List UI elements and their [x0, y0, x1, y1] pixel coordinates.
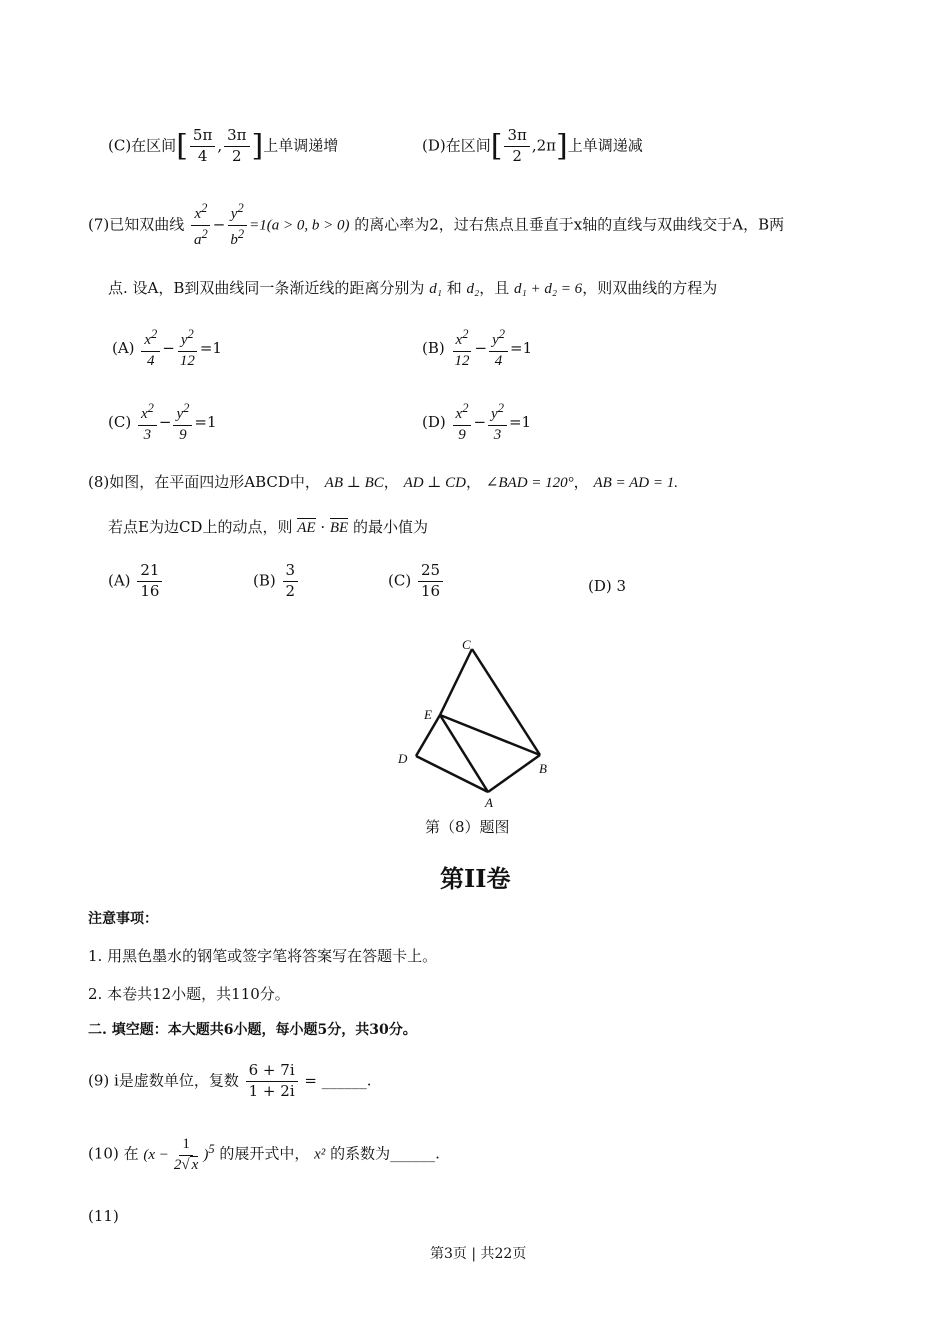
q6-option-d-b: 2π: [536, 136, 557, 155]
frac-den: 16: [420, 581, 441, 600]
label-c: C: [462, 637, 471, 652]
q8-option-c: [388, 563, 445, 600]
frac-den: 2: [285, 581, 296, 600]
frac-num: $y^2$: [228, 202, 247, 226]
q10-text-b: 的展开式中，: [219, 1144, 310, 1163]
edge-ab: [488, 755, 540, 792]
q8-option-b: [253, 563, 300, 600]
q7-option-b-label: (B): [422, 338, 445, 357]
q7-frac-x: [191, 202, 211, 249]
frac-num: $y^2$: [488, 402, 507, 426]
frac-num: $y^2$: [489, 328, 508, 352]
q9-text: i是虚数单位，复数: [114, 1071, 239, 1090]
frac-num: $x^2$: [191, 202, 210, 226]
q7-text-b: 的离心率为2，过右焦点且垂直于x轴的直线与双曲线交于A，B两: [354, 215, 785, 234]
q7-option-c-frac-x: [138, 402, 157, 444]
q7-sum: d₁ + d₂ = 6: [514, 281, 583, 297]
q9-tail: = ______.: [304, 1071, 372, 1090]
label-e: E: [424, 707, 432, 722]
q8-option-b-frac: [283, 563, 299, 600]
q8-cond-4: AB = AD = 1.: [593, 475, 678, 491]
frac-num: 25: [418, 563, 443, 582]
q8-vector-ae: AE: [297, 520, 316, 536]
q9-frac: [246, 1063, 298, 1100]
frac-num: 21: [137, 563, 162, 582]
q8-vector-be: BE: [329, 520, 349, 536]
q7-option-c-label: (C): [108, 412, 132, 431]
q8-text: 如图，在平面四边形ABCD中，: [109, 473, 320, 491]
frac-den: 9: [179, 426, 187, 443]
q6-option-d: (D)在区间[ $\frac{3\pi}{2}$ ,2π]上单调递减: [422, 126, 643, 165]
frac-den: 1 + 2i: [248, 1081, 295, 1100]
q6-option-c-frac-a: [190, 128, 215, 165]
edge-eb: [440, 715, 540, 755]
frac-num: 3π: [224, 128, 249, 147]
q7-line1: (7)已知双曲线 $\frac{x^2}{a^2}$ − $\frac{y^2}{b^2}$ =1(a > 0, b > 0) 的离心率为2，过右焦点且垂直于x轴的直线与双曲线交于A，B两: [88, 201, 785, 248]
q7-option-a-frac-y: [177, 328, 198, 370]
q11-number: (11): [88, 1207, 119, 1225]
q7-option-c-frac-y: [173, 402, 192, 444]
frac-den: $b^2$: [230, 226, 245, 248]
q8-figure-caption: 第（8）题图: [425, 818, 510, 836]
q7-frac-y: [227, 202, 247, 249]
frac-den: 3: [143, 426, 152, 443]
q8-option-c-label: (C): [388, 571, 412, 590]
q8-cond-3: ∠BAD = 120°: [485, 475, 574, 491]
q7-option-a-frac-x: [141, 328, 160, 370]
q7-option-d-frac-x: [453, 402, 472, 444]
q8-line2-a: 若点E为边CD上的动点，则: [108, 518, 293, 536]
q8-option-a-frac: [137, 563, 162, 600]
q6-option-c-label: (C)在区间: [108, 136, 177, 155]
q8-cond-2: AD ⊥ CD: [403, 475, 467, 491]
notice-2: 2. 本卷共12小题，共110分。: [88, 985, 290, 1003]
label-a: A: [485, 795, 493, 810]
q7-condition: =1(a > 0, b > 0): [249, 217, 350, 234]
q8-option-d: [588, 577, 626, 595]
edge-ca: [472, 649, 540, 755]
q10-text-a: 在: [123, 1144, 139, 1163]
frac-num: 3π: [504, 128, 529, 147]
q10-number: (10): [88, 1144, 119, 1163]
q9: [88, 1063, 372, 1100]
q8-option-a-label: (A): [108, 571, 131, 590]
q10-binomial: (x − $\frac{1}{2√ x}$ )$^5$: [143, 1136, 215, 1173]
q6-option-c-frac-b: [224, 128, 249, 165]
q7-line2-b: 和: [446, 279, 462, 297]
frac-num: $y^2$: [178, 328, 197, 352]
frac-den: 2√ x: [173, 1156, 199, 1173]
q7-d1: d₁: [429, 281, 442, 297]
q8-option-b-label: (B): [253, 571, 276, 590]
q9-number: (9): [88, 1071, 110, 1090]
q7-line2: [108, 277, 717, 298]
q7-option-b-frac-x: [452, 328, 473, 370]
q6-option-d-frac-a: [504, 128, 529, 165]
page-footer: 第3页 | 共22页: [430, 1246, 527, 1262]
q8-line2-b: 的最小值为: [353, 518, 429, 536]
frac-num: $x^2$: [453, 328, 472, 352]
q6-option-d-tail: 上单调递减: [567, 136, 643, 155]
frac-den: 12: [454, 352, 470, 369]
q7-line2-d: ，则双曲线的方程为: [582, 279, 718, 297]
frac-den: 2: [512, 146, 522, 165]
q10: [88, 1137, 440, 1174]
frac-num: 3: [283, 563, 299, 582]
q8-option-c-frac: [418, 563, 443, 600]
q8-option-d-label: (D): [588, 577, 612, 595]
q8-line2: 若点E为边CD上的动点，则 AE · BE 的最小值为: [108, 518, 429, 536]
frac-den: 9: [458, 426, 466, 443]
q7-d2: d₂: [466, 281, 480, 297]
q8-number: (8): [88, 473, 110, 491]
q6-option-c-tail: 上单调递增: [263, 136, 339, 155]
frac-num: $x^2$: [138, 402, 157, 426]
frac-den: 4: [494, 352, 503, 369]
frac-den: $a^2$: [194, 226, 208, 248]
q8-option-a: [108, 563, 164, 600]
frac-num: $x^2$: [453, 402, 472, 426]
frac-den: 3: [493, 426, 502, 443]
notice-1: 1. 用黑色墨水的钢笔或签字笔将答案写在答题卡上。: [88, 947, 438, 965]
q8-cond-1: AB ⊥ BC: [324, 475, 384, 491]
q7-option-d: (D) $\frac{x^2}{9}$ − $\frac{y^2}{3}$ =1: [422, 401, 532, 443]
notice-heading: 注意事项：: [88, 911, 158, 927]
q7-number: (7): [88, 215, 110, 234]
q7-option-b-frac-y: [489, 328, 508, 370]
edge-ce: [440, 649, 472, 715]
q7-option-d-label: (D): [422, 412, 446, 431]
q10-x2: x²: [314, 1146, 326, 1163]
q8-line1: (8)如图，在平面四边形ABCD中， AB ⊥ BC， AD ⊥ CD， ∠BAD = 120°， AB = AD = 1.: [88, 473, 678, 491]
label-d: D: [398, 751, 408, 766]
frac-num: $y^2$: [173, 402, 192, 426]
q7-option-b: (B) $\frac{x^2}{12}$ − $\frac{y^2}{4}$ =1: [422, 327, 533, 369]
frac-num: 6 + 7i: [246, 1063, 298, 1082]
q7-option-a: (A) $\frac{x^2}{4}$ − $\frac{y^2}{12}$ =1: [112, 327, 222, 369]
q8-option-d-value: 3: [616, 577, 627, 595]
q10-frac: [171, 1137, 201, 1174]
frac-den: 16: [140, 581, 160, 600]
q7-line2-a: 点. 设A，B到双曲线同一条渐近线的距离分别为: [108, 279, 425, 297]
q7-text-a: 已知双曲线: [109, 215, 185, 234]
q6-option-c: (C)在区间[ $\frac{5\pi}{4}$ , $\frac{3\pi}{2}$ ]上单调递增: [108, 126, 339, 165]
q6-option-d-label: (D)在区间: [422, 136, 491, 155]
q7-option-a-label: (A): [112, 338, 135, 357]
section-heading: 二. 填空题：本大题共6小题，每小题5分，共30分。: [88, 1022, 417, 1038]
frac-den: 2: [232, 146, 242, 165]
q7-option-d-frac-y: [488, 402, 507, 444]
q8-figure: [390, 635, 560, 815]
frac-num: 1: [179, 1137, 193, 1156]
label-b: B: [539, 761, 547, 776]
frac-den: 4: [197, 146, 208, 165]
frac-den: 12: [179, 352, 195, 369]
frac-num: 5π: [190, 128, 215, 147]
part2-title: 第II卷: [440, 864, 511, 893]
q7-option-c: (C) $\frac{x^2}{3}$ − $\frac{y^2}{9}$ =1: [108, 401, 217, 443]
frac-den: 4: [147, 352, 155, 369]
q10-text-c: 的系数为______.: [330, 1144, 440, 1163]
q7-line2-c: ，且: [479, 279, 510, 297]
frac-num: $x^2$: [141, 328, 160, 352]
